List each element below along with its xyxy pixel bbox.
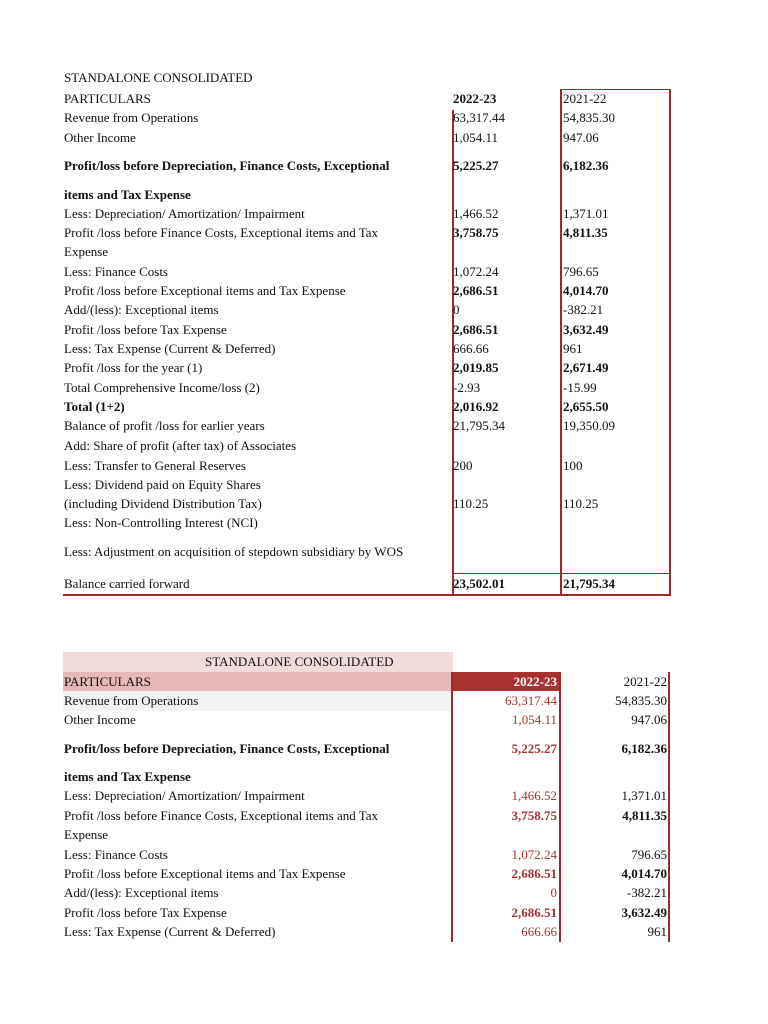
t2-row-v1: 666.66 xyxy=(521,924,557,939)
t2-row-label: Less: Depreciation/ Amortization/ Impairment xyxy=(64,788,305,803)
t2-row-v1: 1,054.11 xyxy=(511,712,557,727)
t2-row-label: Add/(less): Exceptional items xyxy=(64,885,219,900)
t1-row-v2: -382.21 xyxy=(563,302,604,317)
t2-header-year2: 2021-22 xyxy=(623,674,667,689)
t1-row-label: Less: Transfer to General Reserves xyxy=(64,458,246,473)
t1-row-v2: 4,014.70 xyxy=(563,283,609,298)
t1-row-v1: 1,466.52 xyxy=(453,206,499,221)
t1-col2-rule xyxy=(560,89,562,595)
t2-row-v1: 1,072.24 xyxy=(511,847,557,862)
t2-col3-rule xyxy=(668,672,670,942)
t1-row-v2: 961 xyxy=(563,341,583,356)
t1-row-v1: 200 xyxy=(453,458,473,473)
t1-title: STANDALONE CONSOLIDATED xyxy=(64,70,253,85)
t2-header-particulars: PARTICULARS xyxy=(64,674,151,689)
t1-top-rule xyxy=(560,89,670,90)
t2-row-v2: 961 xyxy=(647,924,667,939)
t1-row-v2: 110.25 xyxy=(563,496,599,511)
t2-row-v1: 63,317.44 xyxy=(505,693,557,708)
t1-row-v1: 0 xyxy=(453,302,460,317)
t2-row-v2: 4,811.35 xyxy=(622,808,667,823)
t1-row-v2: 3,632.49 xyxy=(563,322,609,337)
t2-row-v2: 1,371.01 xyxy=(621,788,667,803)
t1-row-v1: 666.66 xyxy=(453,341,489,356)
t2-title: STANDALONE CONSOLIDATED xyxy=(205,654,394,669)
t1-row-v1: 3,758.75 xyxy=(453,225,499,240)
t1-row-v2: 947.06 xyxy=(563,130,599,145)
t2-row-v1: 2,686.51 xyxy=(511,905,557,920)
t2-row-v2: 796.65 xyxy=(631,847,667,862)
t1-header-year1: 2022-23 xyxy=(453,91,497,106)
t1-row-v1: 2,686.51 xyxy=(453,322,499,337)
t1-row-label: Profit/loss before Depreciation, Finance Costs, Exceptional xyxy=(64,158,390,173)
t2-row-v2: 4,014.70 xyxy=(621,866,667,881)
t1-row-v1: 2,019.85 xyxy=(453,360,499,375)
t1-row-v2: 100 xyxy=(563,458,583,473)
t1-row-label: Expense xyxy=(64,244,109,259)
t1-row-v1: 63,317.44 xyxy=(453,110,505,125)
t1-row-v2: 2,671.49 xyxy=(563,360,609,375)
t2-row-label: Profit /loss before Finance Costs, Exceptional items and Tax xyxy=(64,808,379,823)
t1-row-label: Less: Non-Controlling Interest (NCI) xyxy=(64,515,258,530)
t1-row-v2: 19,350.09 xyxy=(563,418,615,433)
t2-row-v2: 54,835.30 xyxy=(615,693,667,708)
t1-row-v2: 1,371.01 xyxy=(563,206,609,221)
t2-row-label: Expense xyxy=(64,827,109,842)
t1-row-label: Balance of profit /loss for earlier years xyxy=(64,418,265,433)
t1-row-v1: 2,686.51 xyxy=(453,283,499,298)
t1-row-v1: 1,072.24 xyxy=(453,264,499,279)
t2-row-label: Less: Tax Expense (Current & Deferred) xyxy=(64,924,276,939)
t2-row-v2: 6,182.36 xyxy=(621,741,667,756)
t2-row-label: Profit /loss before Exceptional items and Tax Expense xyxy=(64,866,346,881)
t1-row-v2: 21,795.34 xyxy=(563,576,615,591)
t2-row-label: Less: Finance Costs xyxy=(64,847,168,862)
t1-row-label: Less: Adjustment on acquisition of stepdown subsidiary by WOS xyxy=(64,544,404,559)
t1-row-v1: -2.93 xyxy=(453,380,481,395)
t2-row-v1: 0 xyxy=(550,885,557,900)
t1-row-label: items and Tax Expense xyxy=(64,187,191,202)
t1-row-label: Add: Share of profit (after tax) of Associates xyxy=(64,438,297,453)
t1-row-v1: 23,502.01 xyxy=(453,576,505,591)
t1-row-label: Less: Depreciation/ Amortization/ Impairment xyxy=(64,206,305,221)
t1-row-v1: 110.25 xyxy=(453,496,489,511)
t1-row-v2: 2,655.50 xyxy=(563,399,609,414)
t1-row-label: Profit /loss before Exceptional items and Tax Expense xyxy=(64,283,346,298)
t1-row-v2: -15.99 xyxy=(563,380,597,395)
t2-header-year1: 2022-23 xyxy=(513,674,557,689)
t1-row-label: Less: Finance Costs xyxy=(64,264,168,279)
t2-row-v2: 3,632.49 xyxy=(621,905,667,920)
t2-row-label: Revenue from Operations xyxy=(64,693,199,708)
t2-row-v2: -382.21 xyxy=(626,885,667,900)
t1-row-label: Balance carried forward xyxy=(64,576,190,591)
t1-header-particulars: PARTICULARS xyxy=(64,91,151,106)
t2-row-v1: 5,225.27 xyxy=(511,741,557,756)
t2-row-label: Profit/loss before Depreciation, Finance Costs, Exceptional xyxy=(64,741,390,756)
t2-row-label: Other Income xyxy=(64,712,136,727)
t1-row-v1: 21,795.34 xyxy=(453,418,505,433)
t2-row-v1: 2,686.51 xyxy=(511,866,557,881)
t1-row-v2: 4,811.35 xyxy=(563,225,608,240)
t1-row-label: Profit /loss before Tax Expense xyxy=(64,322,227,337)
t1-row-label: Profit /loss before Finance Costs, Exceptional items and Tax xyxy=(64,225,379,240)
t1-row-v1: 2,016.92 xyxy=(453,399,499,414)
t1-row-label: Less: Dividend paid on Equity Shares xyxy=(64,477,261,492)
t1-bottom-rule xyxy=(63,594,671,596)
t1-row-v1: 5,225.27 xyxy=(453,158,499,173)
t1-header-year2: 2021-22 xyxy=(563,91,607,106)
t2-row-v1: 3,758.75 xyxy=(511,808,557,823)
t1-row-v2: 54,835.30 xyxy=(563,110,615,125)
t1-row-label: (including Dividend Distribution Tax) xyxy=(64,496,262,511)
t1-row-label: Profit /loss for the year (1) xyxy=(64,360,203,375)
t2-row-label: items and Tax Expense xyxy=(64,769,191,784)
t1-row-label: Revenue from Operations xyxy=(64,110,199,125)
t1-total-rule xyxy=(452,573,671,574)
t2-row-v2: 947.06 xyxy=(631,712,667,727)
t2-row-label: Profit /loss before Tax Expense xyxy=(64,905,227,920)
t1-row-v1: 1,054.11 xyxy=(453,130,499,145)
t1-row-label: Total (1+2) xyxy=(64,399,125,414)
t1-col3-rule xyxy=(669,89,671,595)
t1-row-v2: 6,182.36 xyxy=(563,158,609,173)
t2-row-v1: 1,466.52 xyxy=(511,788,557,803)
t1-row-label: Less: Tax Expense (Current & Deferred) xyxy=(64,341,276,356)
t1-row-label: Total Comprehensive Income/loss (2) xyxy=(64,380,260,395)
t1-row-v2: 796.65 xyxy=(563,264,599,279)
t1-row-label: Add/(less): Exceptional items xyxy=(64,302,219,317)
t1-row-label: Other Income xyxy=(64,130,136,145)
